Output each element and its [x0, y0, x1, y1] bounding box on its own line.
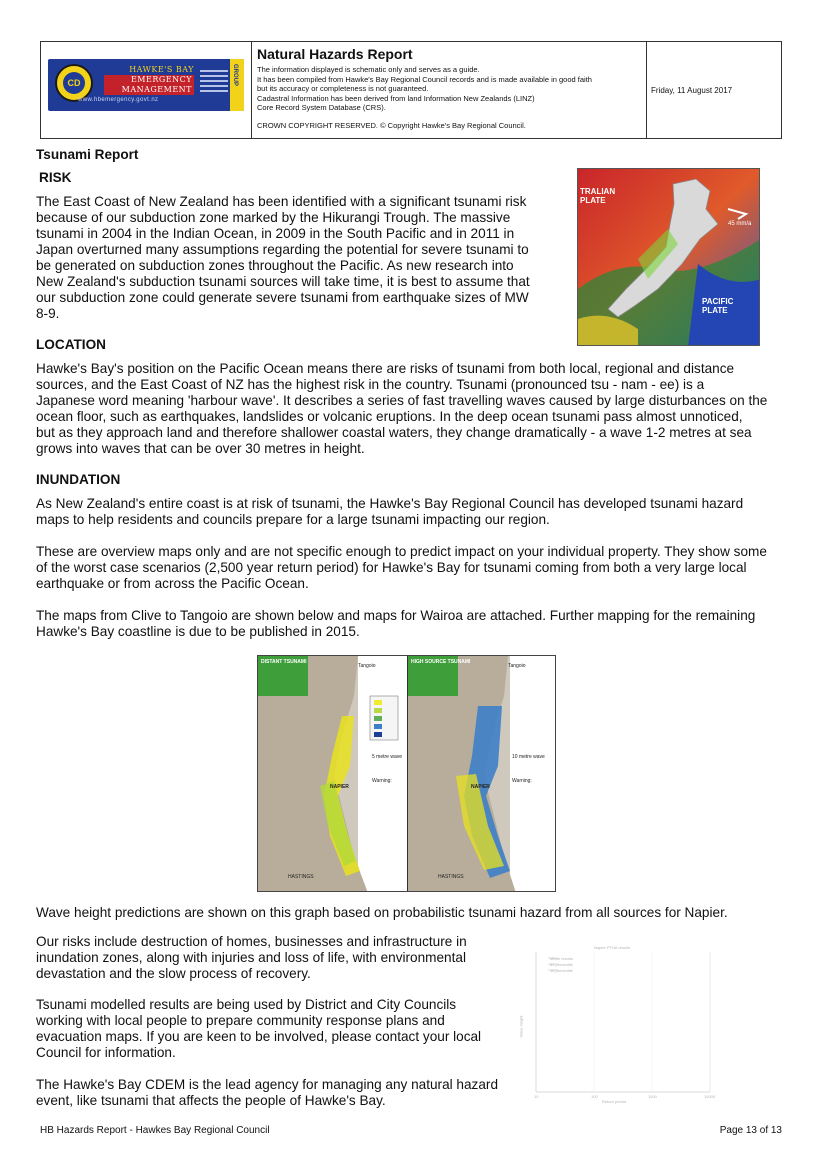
header-line: It has been compiled from Hawke's Bay Regional Council records and is made available in good faith: [257, 74, 592, 84]
risk-line: New Zealand's subduction tsunami sources will take time, it is best to assume that: [36, 274, 530, 289]
chart-x-tick: 10000: [704, 1094, 716, 1099]
logo-url: www.hbemergency.govt.nz: [78, 97, 159, 103]
map-left-town-top: Tangoio: [358, 663, 376, 669]
chart-title: Napier PTHA results: [594, 945, 631, 950]
chart-x-tick: 10: [534, 1094, 539, 1099]
footer-page-number: Page 13 of 13: [719, 1125, 782, 1136]
cdem-line: event, like tsunami that affects the people of Hawke's Bay.: [36, 1093, 386, 1108]
logo-group-label: GROUP: [232, 64, 238, 87]
location-line: grows into waves that can be over 30 metres in height.: [36, 441, 365, 456]
risk-line: because of our subduction zone marked by the Hikurangi Trough. The massive: [36, 210, 511, 225]
risk-heading: RISK: [39, 170, 72, 185]
map-right-town-mid: NAPIER: [471, 784, 490, 790]
location-line: ocean floor, such as earthquakes, landslides or volcanic eruptions. In the deep ocean tsunami pass almost unnoticed,: [36, 409, 743, 424]
logo-org-line2: EMERGENCY MANAGEMENT: [104, 75, 194, 95]
risk-line: our subduction zone could generate severe tsunami from earthquake sizes of MW: [36, 290, 529, 305]
header-line: but its accuracy or completeness is not guaranteed.: [257, 84, 429, 93]
logo-title: [104, 65, 194, 95]
header-date: Friday, 11 August 2017: [651, 85, 733, 95]
header-date-cell: [647, 42, 781, 138]
map-left-town-bottom: HASTINGS: [288, 874, 314, 880]
risks-line: Our risks include destruction of homes, businesses and infrastructure in: [36, 934, 467, 949]
header-line: Cadastral Information has been derived from land Information New Zealands (LINZ): [257, 93, 535, 103]
map-right-wave-label: 10 metre wave: [512, 754, 545, 760]
modelling-line: Council for information.: [36, 1045, 176, 1060]
inundation-para2-line: of the worst case scenarios (2,500 year return period) for Hawke's Bay for tsunami coming from both a very large local: [36, 560, 747, 575]
map-left-warning: Warning:: [372, 778, 392, 784]
location-line: Japanese word meaning 'harbour wave'. It describes a series of fast travelling waves caused by large disturbances on the: [36, 393, 768, 408]
inundation-heading: INUNDATION: [36, 472, 121, 487]
map-left-wave-label: 5 metre wave: [372, 754, 403, 760]
map-left-title: DISTANT TSUNAMI: [261, 659, 307, 665]
chart-y-label: Wave height: [518, 1015, 524, 1038]
inundation-para1-line: As New Zealand's entire coast is at risk of tsunami, the Hawke's Bay Regional Council has developed tsunami hazard: [36, 496, 744, 511]
map-right-title: HIGH SOURCE TSUNAMI: [411, 659, 471, 665]
chart-x-tick: 1000: [648, 1094, 657, 1099]
inundation-para2-line: earthquake or from across the Pacific Ocean.: [36, 576, 309, 591]
chart-legend-entry: Mean results: [550, 956, 573, 961]
logo-small-text-lines: [200, 67, 228, 95]
inundation-maps-graphic: [258, 656, 556, 892]
header-line: Core Record System Database (CRS).: [257, 103, 386, 112]
graph-caption: Wave height predictions are shown on this graph based on probabilistic tsunami hazard from all sources for Napier.: [36, 905, 728, 920]
location-line: sources, and the East Coast of NZ has the highest risk in the country. Tsunami (pronounced tsu - nam - ee) is a: [36, 377, 705, 392]
risk-line: be generated on subduction zones throughout the Pacific. As new research into: [36, 258, 514, 273]
modelling-line: Tsunami modelled results are being used by District and City Councils: [36, 997, 457, 1012]
chart-legend-entry: 16 percentile: [550, 968, 573, 973]
risk-line: 8-9.: [36, 306, 60, 321]
footer-report-name: HB Hazards Report - Hawkes Bay Regional Council: [40, 1125, 270, 1136]
logo-org-line1: HAWKE'S BAY: [129, 65, 194, 74]
map-right-town-top: Tangoio: [508, 663, 526, 669]
plate-label-right: PACIFIC PLATE: [702, 297, 734, 315]
location-heading: LOCATION: [36, 337, 106, 352]
inundation-para3-line: The maps from Clive to Tangoio are shown below and maps for Wairoa are attached. Further mapping for the remaining: [36, 608, 756, 623]
location-line: but as they approach land and therefore shallower coastal waters, they change dramatically - a wave 1-2 metres at sea: [36, 425, 752, 440]
hb-emergency-logo: [48, 59, 244, 111]
risk-line: Japan overturned many assumptions regarding the potential for severe tsunami to: [36, 242, 529, 257]
modelling-line: working with local people to prepare community response plans and: [36, 1013, 445, 1028]
cdem-line: The Hawke's Bay CDEM is the lead agency for managing any natural hazard: [36, 1077, 499, 1092]
header-text-cell: [252, 42, 647, 138]
risks-line: inundation zones, along with injuries and loss of life, with environmental: [36, 950, 466, 965]
modelling-line: evacuation maps. If you are keen to be involved, please contact your local: [36, 1029, 482, 1044]
map-right-warning: Warning:: [512, 778, 532, 784]
location-line: Hawke's Bay's position on the Pacific Ocean means there are risks of tsunami from both local, regional and distance: [36, 361, 735, 376]
inundation-para1-line: maps to help residents and councils prepare for a large tsunami impacting our region.: [36, 512, 550, 527]
chart-x-tick: 100: [591, 1094, 598, 1099]
plate-label-left: TRALIAN PLATE: [580, 187, 616, 205]
chart-x-label: Return period: [602, 1099, 627, 1104]
header-line: The information displayed is schematic only and serves as a guide.: [257, 65, 480, 74]
report-header: [40, 41, 782, 139]
header-copyright: CROWN COPYRIGHT RESERVED. © Copyright Hawke's Bay Regional Council.: [257, 120, 526, 130]
logo-group-strip: [230, 59, 244, 111]
inundation-para2-line: These are overview maps only and are not specific enough to predict impact on your individual property. They show some: [36, 544, 767, 559]
risk-line: The East Coast of New Zealand has been identified with a significant tsunami risk: [36, 194, 527, 209]
inundation-maps-figure: [257, 655, 556, 892]
risk-line: tsunami in 2004 in the Indian Ocean, in 2009 in the South Pacific and in 2011 in: [36, 226, 515, 241]
map-left-town-mid: NAPIER: [330, 784, 349, 790]
wave-height-graph: [518, 944, 720, 1104]
logo-cell: [41, 42, 252, 138]
plate-speed-label: 45 mm/a: [728, 221, 752, 227]
inundation-para3-line: Hawke's Bay coastline is due to be published in 2015.: [36, 624, 360, 639]
map-right-town-bottom: HASTINGS: [438, 874, 464, 880]
risks-line: devastation and the slow process of recovery.: [36, 966, 311, 981]
cd-badge-text: CD: [63, 72, 85, 94]
chart-legend-entry: 84 percentile: [550, 962, 573, 967]
report-title: Tsunami Report: [36, 147, 139, 162]
subduction-zone-image: [577, 168, 760, 346]
header-title: Natural Hazards Report: [257, 46, 413, 62]
